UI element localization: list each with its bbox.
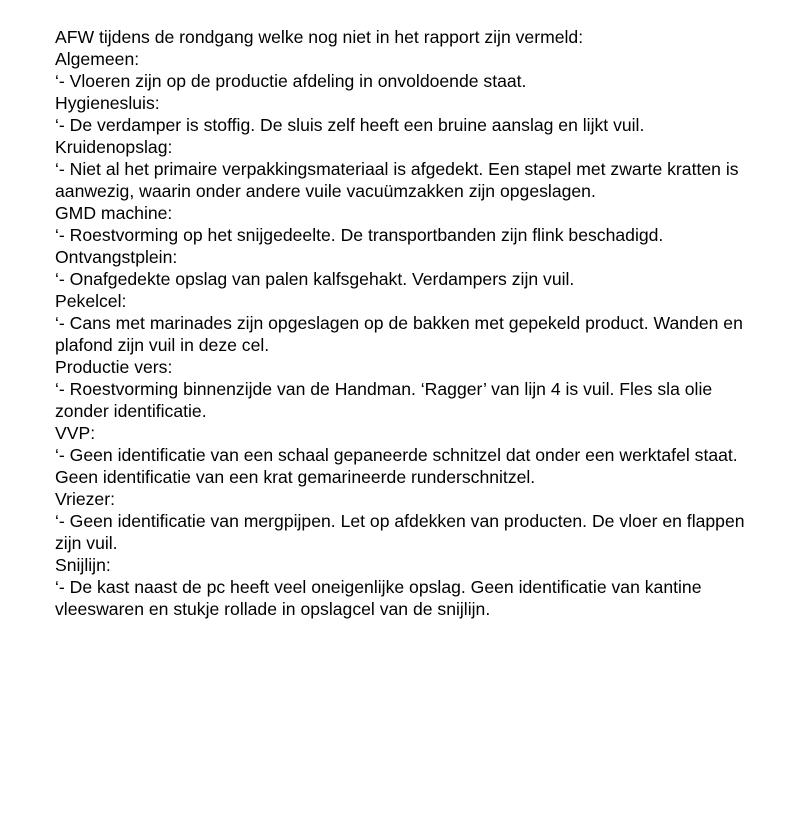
section-text-snijlijn: ‘- De kast naast de pc heeft veel oneigenlijke opslag. Geen identificatie van kantine vleeswaren en stukje rollade in opslagcel van de snijlijn. bbox=[55, 577, 702, 619]
document-intro: AFW tijdens de rondgang welke nog niet in het rapport zijn vermeld: bbox=[55, 27, 584, 47]
section-heading-vriezer: Vriezer: bbox=[55, 489, 115, 509]
section-heading-gmd-machine: GMD machine: bbox=[55, 203, 173, 223]
section-text-algemeen: ‘- Vloeren zijn op de productie afdeling in onvoldoende staat. bbox=[55, 71, 527, 91]
section-text-ontvangstplein: ‘- Onafgedekte opslag van palen kalfsgehakt. Verdampers zijn vuil. bbox=[55, 269, 575, 289]
section-text-vriezer: ‘- Geen identificatie van mergpijpen. Let op afdekken van producten. De vloer en flappen zijn vuil. bbox=[55, 511, 745, 553]
section-heading-vvp: VVP: bbox=[55, 423, 96, 443]
section-heading-productie-vers: Productie vers: bbox=[55, 357, 173, 377]
section-text-hygienesluis: ‘- De verdamper is stoffig. De sluis zelf heeft een bruine aanslag en lijkt vuil. bbox=[55, 115, 645, 135]
section-text-productie-vers: ‘- Roestvorming binnenzijde van de Handman. ‘Ragger’ van lijn 4 is vuil. Fles sla olie zonder identificatie. bbox=[55, 379, 713, 421]
section-heading-hygienesluis: Hygienesluis: bbox=[55, 93, 160, 113]
section-text-vvp: ‘- Geen identificatie van een schaal gepaneerde schnitzel dat onder een werktafel staat. Geen identificatie van een krat gemarineerde runderschnitzel. bbox=[55, 445, 738, 487]
section-text-kruidenopslag: ‘- Niet al het primaire verpakkingsmateriaal is afgedekt. Een stapel met zwarte kratten is aanwezig, waarin onder andere vuile vacuümzakken zijn opgeslagen. bbox=[55, 159, 739, 201]
section-heading-snijlijn: Snijlijn: bbox=[55, 555, 111, 575]
section-heading-kruidenopslag: Kruidenopslag: bbox=[55, 137, 173, 157]
section-heading-algemeen: Algemeen: bbox=[55, 49, 140, 69]
section-heading-ontvangstplein: Ontvangstplein: bbox=[55, 247, 178, 267]
section-text-gmd-machine: ‘- Roestvorming op het snijgedeelte. De transportbanden zijn flink beschadigd. bbox=[55, 225, 664, 245]
document-body bbox=[55, 26, 755, 620]
section-heading-pekelcel: Pekelcel: bbox=[55, 291, 127, 311]
section-text-pekelcel: ‘- Cans met marinades zijn opgeslagen op de bakken met gepekeld product. Wanden en plafond zijn vuil in deze cel. bbox=[55, 313, 743, 355]
